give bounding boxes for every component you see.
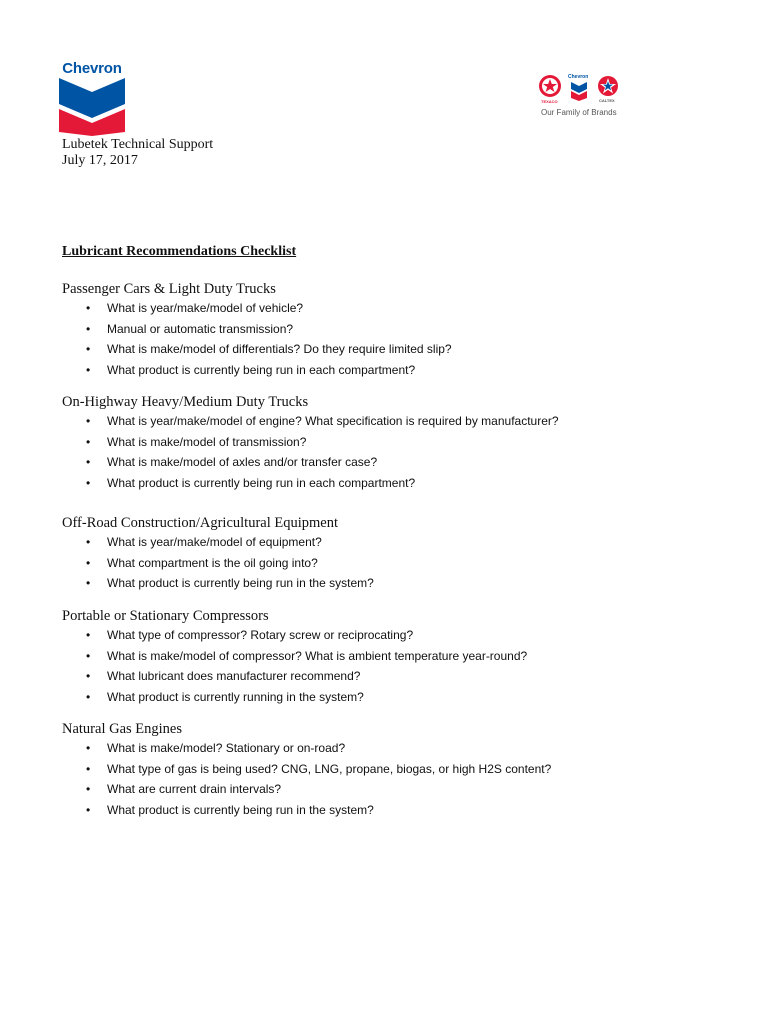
bullet: • <box>86 321 91 336</box>
checklist <box>62 738 742 821</box>
bullet: • <box>86 761 91 776</box>
section-passenger-cars <box>62 280 742 381</box>
list-item-text: What is make/model of differentials? Do they require limited slip? <box>107 342 452 357</box>
list-item <box>62 759 742 780</box>
list-item <box>62 738 742 759</box>
section-compressors <box>62 607 742 708</box>
section-heading: Off-Road Construction/Agricultural Equipment <box>62 515 338 531</box>
bullet: • <box>86 555 91 570</box>
bullet: • <box>86 690 91 705</box>
bullet: • <box>86 535 91 549</box>
brands-caption: Our Family of Brands <box>541 108 617 117</box>
list-item-text: What is make/model of compressor? What is ambient temperature year-round? <box>107 648 528 663</box>
list-item-text: Manual or automatic transmission? <box>107 321 294 336</box>
bullet: • <box>86 455 91 470</box>
list-item-text: What product is currently being run in each compartment? <box>107 476 416 491</box>
bullet: • <box>86 741 91 755</box>
list-item <box>62 687 742 708</box>
list-item <box>62 532 742 553</box>
list-item-text: What is year/make/model of vehicle? <box>107 301 304 315</box>
document-title: Lubricant Recommendations Checklist <box>62 244 297 259</box>
list-item <box>62 666 742 687</box>
list-item-text: What product is currently being run in each compartment? <box>107 363 416 378</box>
list-item <box>62 625 742 646</box>
brand-chevron-label: Chevron <box>568 74 589 80</box>
section-heading: Passenger Cars & Light Duty Trucks <box>62 281 276 297</box>
list-item <box>62 432 742 453</box>
list-item <box>62 319 742 340</box>
list-item <box>62 298 742 319</box>
section-heading: Portable or Stationary Compressors <box>62 608 269 624</box>
brand-caltex-label: CALTEX <box>599 98 615 103</box>
list-item-text: What lubricant does manufacturer recommend? <box>107 669 361 684</box>
bullet: • <box>86 301 91 315</box>
checklist <box>62 532 742 594</box>
list-item <box>62 339 742 360</box>
section-heading: On-Highway Heavy/Medium Duty Trucks <box>62 394 309 410</box>
list-item-text: What compartment is the oil going into? <box>107 555 318 570</box>
checklist <box>62 625 742 708</box>
bullet: • <box>86 342 91 357</box>
section-natural-gas-engines <box>62 720 742 821</box>
list-item-text: What is make/model? Stationary or on-road? <box>107 741 346 755</box>
bullet: • <box>86 576 91 591</box>
list-item-text: What is year/make/model of equipment? <box>107 535 322 549</box>
list-item <box>62 800 742 821</box>
list-item-text: What product is currently being run in the system? <box>107 803 374 818</box>
list-item <box>62 553 742 574</box>
list-item-text: What type of gas is being used? CNG, LNG, propane, biogas, or high H2S content? <box>107 761 552 776</box>
family-of-brands <box>538 74 628 120</box>
bullet: • <box>86 363 91 378</box>
list-item-text: What are current drain intervals? <box>107 782 282 797</box>
list-item <box>62 646 742 667</box>
bullet: • <box>86 648 91 663</box>
chevron-logo <box>57 60 127 136</box>
chevron-emblem-icon <box>59 78 125 136</box>
list-item <box>62 411 742 432</box>
list-item <box>62 452 742 473</box>
checklist <box>62 411 742 494</box>
section-on-highway-trucks <box>62 393 742 494</box>
list-item <box>62 573 742 594</box>
bullet: • <box>86 669 91 684</box>
sender-department: Lubetek Technical Support <box>62 137 214 152</box>
logo-wordmark: Chevron <box>62 60 122 77</box>
list-item <box>62 360 742 381</box>
list-item <box>62 779 742 800</box>
bullet: • <box>86 476 91 491</box>
brand-texaco-label: TEXACO <box>541 99 558 104</box>
checklist <box>62 298 742 381</box>
list-item-text: What is year/make/model of engine? What specification is required by manufacturer? <box>107 414 559 428</box>
section-off-road-equipment <box>62 514 742 594</box>
bullet: • <box>86 414 91 428</box>
list-item-text: What is make/model of transmission? <box>107 434 307 449</box>
list-item-text: What type of compressor? Rotary screw or reciprocating? <box>107 628 414 642</box>
list-item-text: What product is currently running in the system? <box>107 690 364 705</box>
document-date: July 17, 2017 <box>62 153 138 168</box>
section-heading: Natural Gas Engines <box>62 721 182 737</box>
list-item <box>62 473 742 494</box>
list-item-text: What is make/model of axles and/or transfer case? <box>107 455 378 470</box>
sender-block <box>62 137 213 169</box>
bullet: • <box>86 782 91 797</box>
bullet: • <box>86 803 91 818</box>
bullet: • <box>86 628 91 642</box>
bullet: • <box>86 434 91 449</box>
list-item-text: What product is currently being run in the system? <box>107 576 374 591</box>
